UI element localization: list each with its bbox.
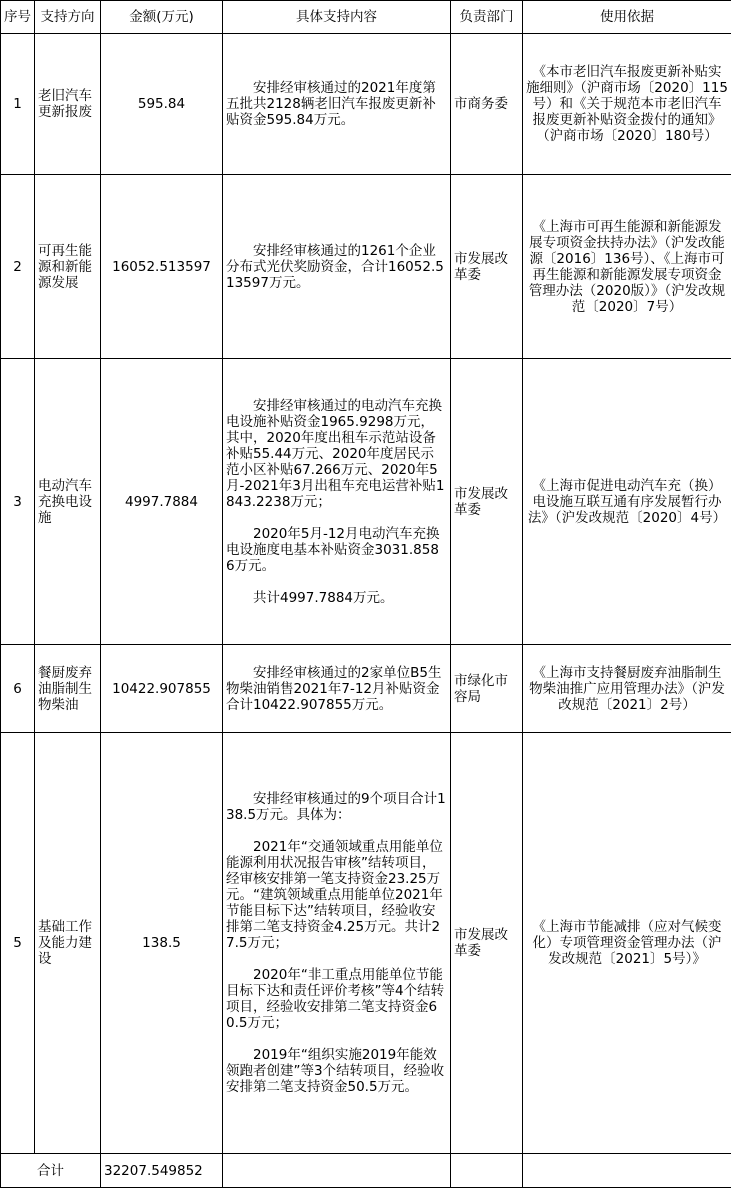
row-amount: 138.5 xyxy=(101,733,223,1154)
content-paragraph: 2021年“交通领域重点用能单位能源利用状况报告审核”结转项目，经审核安排第一笔支持资金23.25万元。“建筑领域重点用能单位2021年节能目标下达”结转项目，经验收安排第二笔支持资金4.25万元。共计27.5万元； xyxy=(226,839,443,951)
content-paragraph: 安排经审核通过的1261个企业分布式光伏奖励资金，合计16052.513597万元。 xyxy=(226,242,444,291)
empty-cell xyxy=(523,1154,731,1188)
row-content xyxy=(223,645,451,733)
header-direction: 支持方向 xyxy=(35,1,101,34)
header-amount: 金额(万元) xyxy=(101,1,223,34)
header-content: 具体支持内容 xyxy=(223,1,451,34)
row-direction: 老旧汽车更新报废 xyxy=(35,34,101,175)
table-row xyxy=(1,34,731,175)
row-index: 5 xyxy=(1,733,35,1154)
header-row xyxy=(1,1,731,34)
content-paragraph: 安排经审核通过的2021年度第五批共2128辆老旧汽车报废更新补贴资金595.84万元。 xyxy=(226,80,436,128)
row-amount: 595.84 xyxy=(101,34,223,175)
row-department: 市绿化市容局 xyxy=(451,645,523,733)
row-basis: 《上海市支持餐厨废弃油脂制生物柴油推广应用管理办法》（沪发改规范〔2021〕2号） xyxy=(523,645,731,733)
total-label: 合计 xyxy=(1,1154,101,1188)
row-amount: 4997.7884 xyxy=(101,359,223,645)
row-content xyxy=(223,175,451,359)
row-basis: 《上海市促进电动汽车充（换）电设施互联互通有序发展暂行办法》（沪发改规范〔2020〕4号） xyxy=(523,359,731,645)
row-department: 市发展改革委 xyxy=(451,733,523,1154)
row-content xyxy=(223,34,451,175)
empty-cell xyxy=(451,1154,523,1188)
table-row xyxy=(1,175,731,359)
content-paragraph: 2019年“组织实施2019年能效领跑者创建”等3个结转项目，经验收安排第二笔支持资金50.5万元。 xyxy=(226,1047,445,1095)
table-row xyxy=(1,359,731,645)
row-basis: 《本市老旧汽车报废更新补贴实施细则》（沪商市场〔2020〕115号）和《关于规范本市老旧汽车报废更新补贴资金拨付的通知》（沪商市场〔2020〕180号） xyxy=(523,34,731,175)
row-department: 市商务委 xyxy=(451,34,523,175)
row-direction: 餐厨废弃油脂制生物柴油 xyxy=(35,645,101,733)
header-index: 序号 xyxy=(1,1,35,34)
table-row xyxy=(1,733,731,1154)
row-direction: 基础工作及能力建设 xyxy=(35,733,101,1154)
content-paragraph: 2020年“非工重点用能单位节能目标下达和责任评价考核”等4个结转项目，经验收安排第二笔支持资金60.5万元； xyxy=(226,967,445,1031)
row-index: 1 xyxy=(1,34,35,175)
row-direction: 可再生能源和新能源发展 xyxy=(35,175,101,359)
row-department: 市发展改革委 xyxy=(451,359,523,645)
table-row xyxy=(1,645,731,733)
content-paragraph: 安排经审核通过的电动汽车充换电设施补贴资金1965.9298万元，其中，2020年度出租车示范站设备补贴55.44万元、2020年度居民示范小区补贴67.266万元、2020年5月-2021年3月出租车充电运营补贴1843.2238万元； xyxy=(226,397,445,510)
row-index: 2 xyxy=(1,175,35,359)
row-amount: 10422.907855 xyxy=(101,645,223,733)
header-department: 负责部门 xyxy=(451,1,523,34)
total-amount: 32207.549852 xyxy=(101,1154,223,1188)
empty-cell xyxy=(223,1154,451,1188)
row-amount: 16052.513597 xyxy=(101,175,223,359)
row-basis: 《上海市节能减排（应对气候变化）专项管理资金管理办法（沪发改规范〔2021〕5号）》 xyxy=(523,733,731,1154)
row-content xyxy=(223,359,451,645)
row-index: 6 xyxy=(1,645,35,733)
row-index: 3 xyxy=(1,359,35,645)
row-content xyxy=(223,733,451,1154)
total-row xyxy=(1,1154,731,1188)
header-basis: 使用依据 xyxy=(523,1,731,34)
content-paragraph: 安排经审核通过的9个项目合计138.5万元。具体为： xyxy=(226,791,446,823)
row-basis: 《上海市可再生能源和新能源发展专项资金扶持办法》（沪发改能源〔2016〕136号）、《上海市可再生能源和新能源发展专项资金管理办法（2020版）》（沪发改规范〔2020〕7号） xyxy=(523,175,731,359)
content-paragraph: 共计4997.7884万元。 xyxy=(253,589,394,606)
content-paragraph: 2020年5月-12月电动汽车充换电设施度电基本补贴资金3031.8586万元。 xyxy=(226,525,440,574)
row-direction: 电动汽车充换电设施 xyxy=(35,359,101,645)
content-paragraph: 安排经审核通过的2家单位B5生物柴油销售2021年7-12月补贴资金合计10422.907855万元。 xyxy=(226,664,442,713)
row-department: 市发展改革委 xyxy=(451,175,523,359)
